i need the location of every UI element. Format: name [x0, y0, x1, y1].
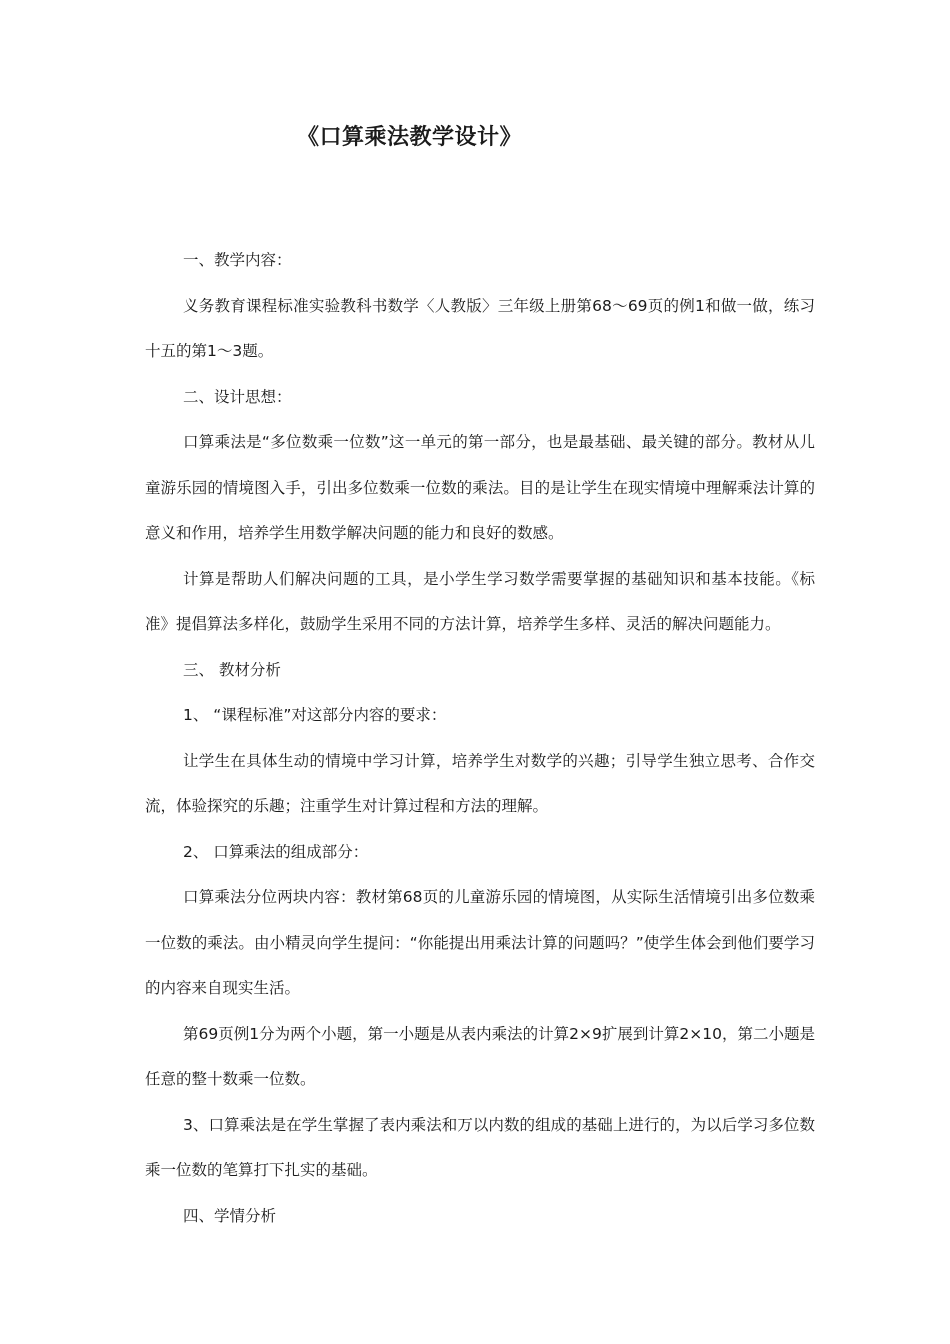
section-heading-learner-analysis: 四、学情分析: [183, 1206, 277, 1225]
subheading-curriculum-standard: 1、 “课程标准”对这部分内容的要求：: [183, 706, 447, 724]
section-heading-design-idea: 二、设计思想：: [183, 387, 292, 406]
subheading-components: 2、 口算乘法的组成部分：: [183, 842, 369, 861]
paragraph-design-idea-1: 口算乘法是“多位数乘一位数”这一单元的第一部分，也是最基础、最关键的部分。教材从儿童游乐园的情境图入手，引出多位数乘一位数的乘法。目的是让学生在现实情境中理解乘法计算的意义和作用，培养学生用数学解决问题的能力和良好的数感。: [145, 433, 815, 542]
paragraph-design-idea-2: 计算是帮助人们解决问题的工具，是小学生学习数学需要掌握的基础知识和基本技能。《标准》提倡算法多样化，鼓励学生采用不同的方法计算，培养学生多样、灵活的解决问题能力。: [145, 569, 815, 633]
paragraph-textbook-reference: 义务教育课程标准实验教科书数学〈人教版〉三年级上册第68～69页的例1和做一做，练习十五的第1～3题。: [145, 296, 815, 360]
paragraph-components-2: 第69页例1分为两个小题，第一小题是从表内乘法的计算2×9扩展到计算2×10，第二小题是任意的整十数乘一位数。: [145, 1024, 815, 1088]
document-title: 《口算乘法教学设计》: [297, 125, 523, 150]
paragraph-foundation: 3、口算乘法是在学生掌握了表内乘法和万以内数的组成的基础上进行的，为以后学习多位数乘一位数的笔算打下扎实的基础。: [145, 1115, 815, 1179]
document-body: [145, 238, 815, 1239]
section-heading-material-analysis: 三、 教材分析: [183, 660, 281, 679]
section-heading-teaching-content: 一、教学内容：: [183, 251, 292, 269]
paragraph-components-1: 口算乘法分位两块内容：教材第68页的儿童游乐园的情境图，从实际生活情境引出多位数乘一位数的乘法。由小精灵向学生提问：“你能提出用乘法计算的问题吗？”使学生体会到他们要学习的内容来自现实生活。: [145, 888, 815, 997]
paragraph-curriculum-requirements: 让学生在具体生动的情境中学习计算，培养学生对数学的兴趣；引导学生独立思考、合作交流，体验探究的乐趣；注重学生对计算过程和方法的理解。: [145, 751, 815, 815]
